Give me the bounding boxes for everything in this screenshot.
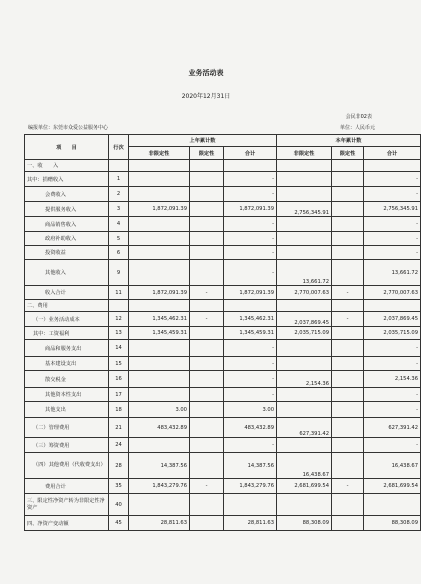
prev-total (224, 300, 277, 312)
cur-restricted (332, 327, 364, 340)
col-header-prev-unrestricted: 非限定性 (129, 147, 190, 160)
cur-unrestricted (277, 187, 332, 202)
cur-total: 13,661.72 (364, 260, 421, 286)
cur-unrestricted (277, 494, 332, 516)
cur-total: 2,154.36 (364, 371, 421, 388)
row-item: 一、收 入 (25, 160, 109, 172)
prev-total: - (224, 438, 277, 453)
row-item: 基本建设支出 (25, 357, 109, 371)
col-header-cur-total: 合计 (364, 147, 421, 160)
cur-total: - (364, 187, 421, 202)
prev-total: - (224, 172, 277, 187)
table-row (25, 286, 421, 300)
cur-total: - (364, 340, 421, 357)
cur-unrestricted: 2,756,345.91 (277, 202, 332, 217)
cur-unrestricted (277, 340, 332, 357)
prev-total: 1,872,091.39 (224, 286, 277, 300)
cur-unrestricted: 2,681,699.54 (277, 479, 332, 494)
report-date: 2020年12月31日 (181, 93, 231, 100)
col-header-item: 项 目 (25, 135, 109, 160)
prev-total: - (224, 357, 277, 371)
cur-total: - (364, 438, 421, 453)
prev-total: 28,811.63 (224, 516, 277, 531)
currency-unit: 单位：人民币元 (339, 125, 375, 131)
prev-restricted (190, 357, 224, 371)
cur-unrestricted (277, 217, 332, 232)
prev-restricted (190, 516, 224, 531)
cur-unrestricted (277, 172, 332, 187)
row-seq: 15 (109, 357, 129, 371)
cur-total: - (364, 357, 421, 371)
cur-restricted (332, 516, 364, 531)
table-row (25, 453, 421, 479)
row-item: （四）其他费用（代收费支出） (25, 453, 109, 479)
cur-total: - (364, 402, 421, 418)
table-row (25, 418, 421, 438)
prev-unrestricted: 3.00 (129, 402, 190, 418)
cur-restricted (332, 160, 364, 172)
cur-unrestricted: 88,308.09 (277, 516, 332, 531)
prev-restricted (190, 494, 224, 516)
row-item: 三、限定性净资产转为非限定性净资产 (25, 494, 109, 516)
cur-unrestricted (277, 300, 332, 312)
prev-restricted: - (190, 312, 224, 327)
prev-unrestricted (129, 187, 190, 202)
cur-total: - (364, 172, 421, 187)
cur-restricted (332, 260, 364, 286)
table-row (25, 357, 421, 371)
row-seq: 4 (109, 217, 129, 232)
prev-unrestricted: 1,843,279.76 (129, 479, 190, 494)
cur-restricted (332, 202, 364, 217)
row-seq: 3 (109, 202, 129, 217)
prev-restricted (190, 418, 224, 438)
prev-unrestricted: 1,872,091.39 (129, 286, 190, 300)
cur-total: 2,037,869.45 (364, 312, 421, 327)
report-title: 业务活动表 (188, 69, 224, 77)
cur-unrestricted (277, 438, 332, 453)
prev-unrestricted (129, 300, 190, 312)
table-row (25, 260, 421, 286)
row-seq: 35 (109, 479, 129, 494)
row-seq (109, 160, 129, 172)
row-item: 商品销售收入 (25, 217, 109, 232)
prev-unrestricted (129, 494, 190, 516)
prev-total: - (224, 246, 277, 260)
row-seq: 24 (109, 438, 129, 453)
prev-unrestricted (129, 371, 190, 388)
col-header-cur-unrestricted: 非限定性 (277, 147, 332, 160)
cur-total: 2,756,345.91 (364, 202, 421, 217)
prev-restricted (190, 160, 224, 172)
table-row (25, 217, 421, 232)
cur-total: 2,035,715.09 (364, 327, 421, 340)
row-item: 其中：工资福利 (25, 327, 109, 340)
table-row (25, 246, 421, 260)
cur-restricted (332, 494, 364, 516)
prev-restricted (190, 453, 224, 479)
prev-restricted (190, 172, 224, 187)
prev-unrestricted: 1,345,462.31 (129, 312, 190, 327)
prev-unrestricted (129, 172, 190, 187)
table-row (25, 312, 421, 327)
prev-total: 1,345,459.31 (224, 327, 277, 340)
prev-restricted (190, 402, 224, 418)
prev-restricted (190, 187, 224, 202)
cur-total: - (364, 217, 421, 232)
col-header-prev-restricted: 限定性 (190, 147, 224, 160)
row-seq: 28 (109, 453, 129, 479)
row-item: 收入合计 (25, 286, 109, 300)
form-number: 会民非02表 (345, 114, 372, 120)
table-row (25, 388, 421, 402)
row-item: （三）筹资费用 (25, 438, 109, 453)
row-item: 费用合计 (25, 479, 109, 494)
prev-total: 483,432.89 (224, 418, 277, 438)
row-seq: 18 (109, 402, 129, 418)
row-item: 政府补助收入 (25, 232, 109, 246)
row-item: （二）管理费用 (25, 418, 109, 438)
prev-restricted (190, 202, 224, 217)
row-item: 散交税金 (25, 371, 109, 388)
row-seq: 13 (109, 327, 129, 340)
activity-statement-table (24, 134, 421, 531)
cur-restricted (332, 388, 364, 402)
row-item: 二、费用 (25, 300, 109, 312)
row-item: 商品和服务支出 (25, 340, 109, 357)
table-row (25, 160, 421, 172)
cur-restricted: - (332, 286, 364, 300)
row-item: 会费收入 (25, 187, 109, 202)
row-seq: 5 (109, 232, 129, 246)
row-seq (109, 300, 129, 312)
table-row (25, 494, 421, 516)
cur-unrestricted: 2,154.36 (277, 371, 332, 388)
prev-total: - (224, 232, 277, 246)
prev-total: - (224, 388, 277, 402)
prev-unrestricted (129, 246, 190, 260)
prev-unrestricted (129, 357, 190, 371)
prev-total: 1,843,279.76 (224, 479, 277, 494)
cur-total: 627,391.42 (364, 418, 421, 438)
prev-total: - (224, 260, 277, 286)
cur-restricted (332, 246, 364, 260)
cur-restricted (332, 217, 364, 232)
cur-total: - (364, 388, 421, 402)
cur-total: 16,438.67 (364, 453, 421, 479)
table-row (25, 172, 421, 187)
row-seq: 2 (109, 187, 129, 202)
prev-restricted (190, 327, 224, 340)
cur-unrestricted: 627,391.42 (277, 418, 332, 438)
prev-unrestricted (129, 260, 190, 286)
cur-total (364, 300, 421, 312)
prev-restricted (190, 438, 224, 453)
row-seq: 11 (109, 286, 129, 300)
prev-restricted (190, 371, 224, 388)
table-row (25, 516, 421, 531)
prev-restricted (190, 340, 224, 357)
cur-restricted: - (332, 312, 364, 327)
prev-unrestricted (129, 438, 190, 453)
row-seq: 12 (109, 312, 129, 327)
cur-unrestricted (277, 246, 332, 260)
cur-total: 88,308.09 (364, 516, 421, 531)
row-seq: 9 (109, 260, 129, 286)
table-row (25, 438, 421, 453)
row-seq: 1 (109, 172, 129, 187)
prev-total: - (224, 340, 277, 357)
col-header-prev-total: 合计 (224, 147, 277, 160)
cur-unrestricted (277, 402, 332, 418)
prev-unrestricted: 1,345,459.31 (129, 327, 190, 340)
cur-total (364, 494, 421, 516)
row-seq: 14 (109, 340, 129, 357)
cur-total: - (364, 232, 421, 246)
cur-total: - (364, 246, 421, 260)
prev-unrestricted: 14,387.56 (129, 453, 190, 479)
row-seq: 16 (109, 371, 129, 388)
table-row (25, 202, 421, 217)
prev-restricted: - (190, 286, 224, 300)
prev-total: - (224, 187, 277, 202)
row-item: 其他资本性支出 (25, 388, 109, 402)
cur-total (364, 160, 421, 172)
prev-restricted: - (190, 479, 224, 494)
table-row (25, 402, 421, 418)
prev-total: - (224, 217, 277, 232)
table-row (25, 340, 421, 357)
cur-unrestricted (277, 388, 332, 402)
cur-restricted (332, 438, 364, 453)
col-header-cur-restricted: 限定性 (332, 147, 364, 160)
prev-total: 1,345,462.31 (224, 312, 277, 327)
cur-restricted (332, 172, 364, 187)
prev-restricted (190, 232, 224, 246)
cur-restricted (332, 232, 364, 246)
cur-restricted (332, 453, 364, 479)
prev-unrestricted (129, 160, 190, 172)
cur-unrestricted (277, 232, 332, 246)
table-row (25, 327, 421, 340)
cur-unrestricted: 16,438.67 (277, 453, 332, 479)
cur-restricted (332, 371, 364, 388)
prev-total: - (224, 371, 277, 388)
row-seq: 17 (109, 388, 129, 402)
col-header-seq: 行次 (109, 135, 129, 160)
col-header-cur-year: 本年累计数 (277, 135, 421, 147)
prev-unrestricted: 1,872,091.39 (129, 202, 190, 217)
row-seq: 21 (109, 418, 129, 438)
table-row (25, 371, 421, 388)
cur-unrestricted (277, 160, 332, 172)
prev-unrestricted (129, 340, 190, 357)
prev-total (224, 494, 277, 516)
cur-unrestricted: 2,037,869.45 (277, 312, 332, 327)
row-item: 四、净资产变动额 (25, 516, 109, 531)
cur-restricted (332, 187, 364, 202)
prev-restricted (190, 260, 224, 286)
row-item: 其他收入 (25, 260, 109, 286)
cur-total: 2,770,007.63 (364, 286, 421, 300)
row-item: 提供服务收入 (25, 202, 109, 217)
row-item: （一）业务活动成本 (25, 312, 109, 327)
cur-restricted (332, 418, 364, 438)
prev-restricted (190, 217, 224, 232)
row-item: 其中：捐赠收入 (25, 172, 109, 187)
prev-unrestricted (129, 232, 190, 246)
prev-restricted (190, 300, 224, 312)
prev-unrestricted: 28,811.63 (129, 516, 190, 531)
prev-total: 3.00 (224, 402, 277, 418)
cur-restricted (332, 300, 364, 312)
prev-unrestricted (129, 388, 190, 402)
prev-unrestricted (129, 217, 190, 232)
table-row (25, 479, 421, 494)
table-row (25, 300, 421, 312)
cur-restricted: - (332, 479, 364, 494)
cur-restricted (332, 402, 364, 418)
row-item: 投资收益 (25, 246, 109, 260)
cur-unrestricted: 2,035,715.09 (277, 327, 332, 340)
cur-unrestricted: 13,661.72 (277, 260, 332, 286)
cur-total: 2,681,699.54 (364, 479, 421, 494)
cur-restricted (332, 340, 364, 357)
prev-restricted (190, 388, 224, 402)
cur-unrestricted: 2,770,007.63 (277, 286, 332, 300)
row-seq: 45 (109, 516, 129, 531)
cur-restricted (332, 357, 364, 371)
cur-unrestricted (277, 357, 332, 371)
table-row (25, 187, 421, 202)
col-header-prev-year: 上年累计数 (129, 135, 277, 147)
prev-unrestricted: 483,432.89 (129, 418, 190, 438)
row-seq: 6 (109, 246, 129, 260)
row-item: 其他支出 (25, 402, 109, 418)
prev-total: 1,872,091.39 (224, 202, 277, 217)
row-seq: 40 (109, 494, 129, 516)
table-row (25, 232, 421, 246)
prev-total: 14,387.56 (224, 453, 277, 479)
prev-restricted (190, 246, 224, 260)
reporting-organization: 编报单位：东莞市众爱公益服务中心 (28, 125, 109, 131)
prev-total (224, 160, 277, 172)
